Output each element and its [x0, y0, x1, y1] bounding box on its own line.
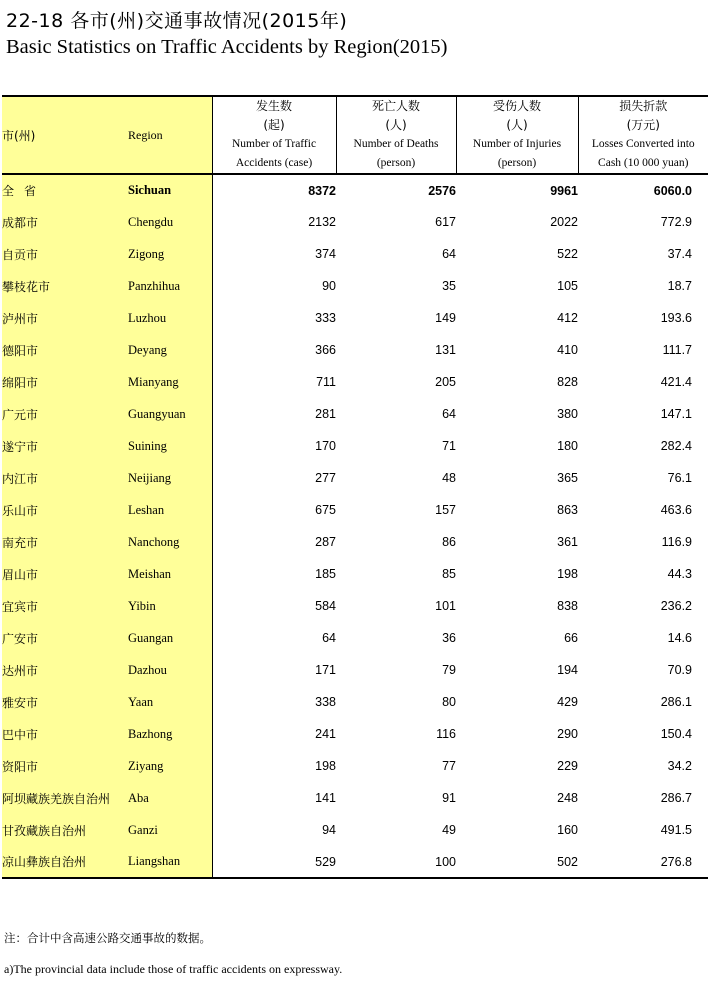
losses-cell: 34.2 [667, 759, 692, 773]
region-en-cell: Chengdu [128, 206, 212, 238]
region-cn-cell: 甘孜藏族自治州 [2, 814, 128, 846]
losses-header-cn: 损失折款 [619, 99, 668, 113]
deaths-cell: 131 [435, 343, 456, 357]
region-en-cell: Liangshan [128, 846, 212, 878]
deaths-cell: 2576 [428, 183, 456, 198]
region-cn-cell: 雅安市 [2, 686, 128, 718]
table-row [2, 494, 708, 526]
deaths-header-unit: (人) [385, 118, 407, 132]
region-en-cell: Dazhou [128, 654, 212, 686]
accidents-header-en-2: Accidents (case) [235, 157, 313, 169]
region-cn-header: 市(州) [2, 96, 128, 174]
region-en-cell: Nanchong [128, 526, 212, 558]
table-row [2, 590, 708, 622]
region-cn-cell: 全省 [2, 174, 128, 206]
accidents-cell: 171 [315, 663, 336, 677]
deaths-cell: 35 [442, 279, 456, 293]
deaths-cell: 80 [442, 695, 456, 709]
region-cn-cell: 眉山市 [2, 558, 128, 590]
region-cn-cell: 自贡市 [2, 238, 128, 270]
losses-header-en-1: Losses Converted into [591, 138, 695, 150]
region-en-cell: Ziyang [128, 750, 212, 782]
losses-cell: 44.3 [667, 567, 692, 581]
region-cn-cell: 巴中市 [2, 718, 128, 750]
accidents-cell: 64 [322, 631, 336, 645]
losses-header-en-2: Cash (10 000 yuan) [598, 157, 689, 169]
deaths-cell: 205 [435, 375, 456, 389]
losses-cell: 772.9 [660, 215, 692, 229]
accidents-cell: 241 [315, 727, 336, 741]
region-en-cell: Panzhihua [128, 270, 212, 302]
region-cn-cell: 德阳市 [2, 334, 128, 366]
losses-cell: 70.9 [667, 663, 692, 677]
region-cn-cell: 凉山彝族自治州 [2, 846, 128, 878]
table-row [2, 686, 708, 718]
header-row [2, 96, 708, 174]
injuries-header-cn: 受伤人数 [492, 99, 541, 113]
accidents-cell: 198 [315, 759, 336, 773]
deaths-cell: 157 [435, 503, 456, 517]
accidents-cell: 141 [315, 791, 336, 805]
losses-cell: 18.7 [667, 279, 692, 293]
deaths-cell: 86 [442, 535, 456, 549]
accidents-cell: 366 [315, 343, 336, 357]
deaths-cell: 79 [442, 663, 456, 677]
region-cn-cell: 宜宾市 [2, 590, 128, 622]
region-en-cell: Yaan [128, 686, 212, 718]
region-cn-cell: 南充市 [2, 526, 128, 558]
region-en-cell: Guangyuan [128, 398, 212, 430]
deaths-cell: 77 [442, 759, 456, 773]
injuries-header [456, 96, 578, 174]
losses-cell: 111.7 [662, 343, 692, 357]
losses-cell: 116.9 [661, 535, 692, 549]
table-row [2, 398, 708, 430]
deaths-cell: 617 [435, 215, 456, 229]
injuries-cell: 429 [557, 695, 578, 709]
table-row [2, 430, 708, 462]
deaths-cell: 48 [442, 471, 456, 485]
losses-cell: 147.1 [660, 407, 692, 421]
region-en-cell: Aba [128, 782, 212, 814]
accidents-cell: 90 [322, 279, 336, 293]
injuries-cell: 522 [557, 247, 578, 261]
deaths-cell: 36 [442, 631, 456, 645]
region-cn-cell: 内江市 [2, 462, 128, 494]
table-row [2, 558, 708, 590]
table-row [2, 654, 708, 686]
injuries-cell: 365 [557, 471, 578, 485]
deaths-cell: 101 [435, 599, 456, 613]
injuries-header-en-1: Number of Injuries [472, 138, 562, 150]
losses-cell: 282.4 [660, 439, 692, 453]
accidents-header-cn: 发生数 [255, 99, 292, 113]
region-en-cell: Mianyang [128, 366, 212, 398]
table-row [2, 622, 708, 654]
deaths-cell: 85 [442, 567, 456, 581]
accidents-header-en-1: Number of Traffic [231, 138, 317, 150]
losses-cell: 491.5 [660, 823, 692, 837]
injuries-cell: 198 [557, 567, 578, 581]
footnote-cn: 注：合计中含高速公路交通事故的数据。 [4, 931, 211, 945]
deaths-cell: 71 [442, 439, 456, 453]
region-en-header: Region [128, 96, 212, 174]
table-row-total [2, 174, 708, 206]
region-cn-cell: 遂宁市 [2, 430, 128, 462]
losses-header-unit: (万元) [626, 118, 660, 132]
statistics-table [2, 95, 708, 879]
accidents-cell: 584 [315, 599, 336, 613]
region-cn-cell: 广安市 [2, 622, 128, 654]
region-en-cell: Ganzi [128, 814, 212, 846]
region-en-cell: Leshan [128, 494, 212, 526]
region-en-cell: Suining [128, 430, 212, 462]
region-cn-cell: 资阳市 [2, 750, 128, 782]
accidents-cell: 338 [315, 695, 336, 709]
losses-cell: 76.1 [667, 471, 692, 485]
deaths-header-en-1: Number of Deaths [353, 138, 439, 150]
losses-cell: 193.6 [660, 311, 692, 325]
losses-cell: 14.6 [667, 631, 692, 645]
footnote-en: a)The provincial data include those of traffic accidents on expressway. [4, 962, 343, 976]
injuries-cell: 248 [557, 791, 578, 805]
table-row [2, 782, 708, 814]
table-row [2, 462, 708, 494]
losses-header [578, 96, 708, 174]
losses-cell: 37.4 [667, 247, 692, 261]
injuries-cell: 105 [557, 279, 578, 293]
table-row [2, 270, 708, 302]
injuries-cell: 502 [557, 854, 578, 869]
table-row [2, 814, 708, 846]
region-cn-cell: 成都市 [2, 206, 128, 238]
accidents-cell: 8372 [308, 183, 336, 198]
injuries-cell: 828 [557, 375, 578, 389]
losses-cell: 421.4 [660, 375, 692, 389]
injuries-header-unit: (人) [506, 118, 528, 132]
region-en-cell: Meishan [128, 558, 212, 590]
region-cn-cell: 泸州市 [2, 302, 128, 334]
accidents-cell: 94 [322, 823, 336, 837]
injuries-cell: 9961 [550, 183, 578, 198]
deaths-cell: 91 [442, 791, 456, 805]
deaths-cell: 116 [436, 727, 456, 741]
region-en-cell: Bazhong [128, 718, 212, 750]
losses-cell: 463.6 [660, 503, 692, 517]
injuries-cell: 361 [557, 535, 578, 549]
deaths-header [336, 96, 456, 174]
region-en-cell: Guangan [128, 622, 212, 654]
accidents-cell: 185 [315, 567, 336, 581]
losses-cell: 236.2 [660, 599, 692, 613]
region-cn-cell: 广元市 [2, 398, 128, 430]
losses-cell: 276.8 [660, 854, 692, 869]
table-row [2, 206, 708, 238]
accidents-header [212, 96, 336, 174]
accidents-cell: 333 [315, 311, 336, 325]
deaths-cell: 49 [442, 823, 456, 837]
accidents-cell: 2132 [308, 215, 336, 229]
accidents-header-unit: (起) [263, 118, 285, 132]
region-cn-cell: 乐山市 [2, 494, 128, 526]
injuries-cell: 66 [564, 631, 578, 645]
injuries-cell: 229 [557, 759, 578, 773]
injuries-cell: 838 [557, 599, 578, 613]
deaths-cell: 64 [442, 247, 456, 261]
losses-cell: 6060.0 [653, 183, 692, 198]
injuries-cell: 412 [557, 311, 578, 325]
deaths-header-cn: 死亡人数 [371, 99, 420, 113]
deaths-cell: 64 [442, 407, 456, 421]
region-en-cell: Sichuan [128, 174, 212, 206]
injuries-cell: 410 [557, 343, 578, 357]
region-en-cell: Yibin [128, 590, 212, 622]
table-row [2, 846, 708, 878]
losses-cell: 286.7 [660, 791, 692, 805]
table-row [2, 302, 708, 334]
injuries-cell: 290 [557, 727, 578, 741]
accidents-cell: 374 [315, 247, 336, 261]
region-cn-cell: 绵阳市 [2, 366, 128, 398]
table-row [2, 526, 708, 558]
injuries-cell: 380 [557, 407, 578, 421]
region-cn-cell: 阿坝藏族羌族自治州 [2, 782, 128, 814]
table-title-cn: 22-18 各市(州)交通事故情况(2015年) [6, 10, 348, 32]
region-cn-cell: 达州市 [2, 654, 128, 686]
injuries-header-en-2: (person) [497, 157, 537, 169]
injuries-cell: 180 [557, 439, 578, 453]
region-en-cell: Deyang [128, 334, 212, 366]
accidents-cell: 711 [316, 375, 336, 389]
injuries-cell: 863 [557, 503, 578, 517]
accidents-cell: 281 [315, 407, 336, 421]
table-row [2, 718, 708, 750]
table-row [2, 334, 708, 366]
region-cn-cell: 攀枝花市 [2, 270, 128, 302]
table-title-en: Basic Statistics on Traffic Accidents by Region(2015) [6, 36, 448, 58]
accidents-cell: 277 [315, 471, 336, 485]
deaths-cell: 149 [435, 311, 456, 325]
injuries-cell: 194 [557, 663, 578, 677]
table-row [2, 750, 708, 782]
region-en-cell: Luzhou [128, 302, 212, 334]
accidents-cell: 170 [315, 439, 336, 453]
accidents-cell: 287 [315, 535, 336, 549]
deaths-cell: 100 [435, 854, 456, 869]
table-row [2, 238, 708, 270]
region-en-cell: Neijiang [128, 462, 212, 494]
accidents-cell: 675 [315, 503, 336, 517]
injuries-cell: 2022 [550, 215, 578, 229]
injuries-cell: 160 [557, 823, 578, 837]
region-en-cell: Zigong [128, 238, 212, 270]
deaths-header-en-2: (person) [376, 157, 416, 169]
accidents-cell: 529 [315, 854, 336, 869]
losses-cell: 286.1 [660, 695, 692, 709]
table-row [2, 366, 708, 398]
losses-cell: 150.4 [660, 727, 692, 741]
